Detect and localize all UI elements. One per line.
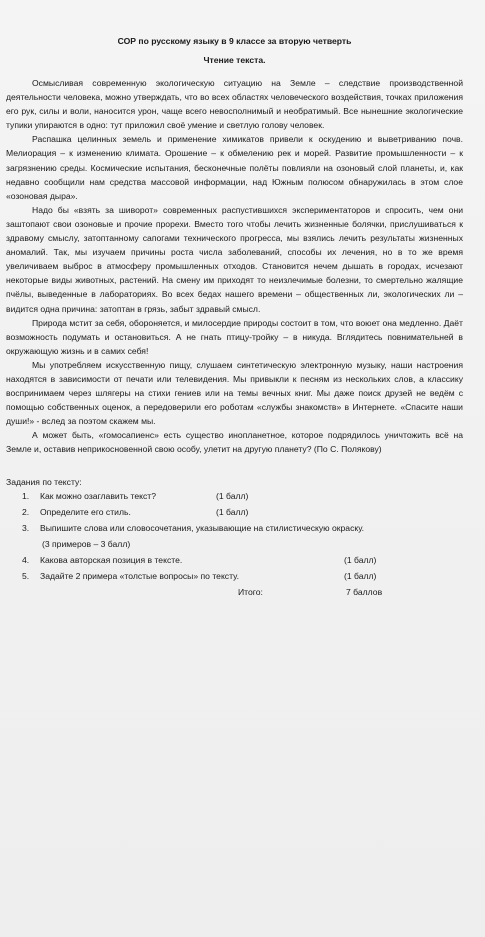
- total-row: [6, 585, 463, 601]
- text-paragraph-1: Осмысливая современную экологическую ситуацию на Земле – следствие производственной деятельности человека, можно утверждать, что во всех областях человеческого воздействия, точках приложения его рук, силы и воли, наносится урон, чаще всего невосполнимый и необратимый. Все нынешние экологические тупики упираются в одно: тут приложил своё умение и светлую голову человек.: [6, 78, 463, 131]
- task-points: (1 балл): [216, 490, 249, 501]
- task-number: 2.: [22, 506, 30, 517]
- task-item-2: [6, 505, 463, 521]
- task-item-1: [6, 489, 463, 505]
- task-text: Определите его стиль.: [40, 506, 131, 517]
- text-paragraph-3: Надо бы «взять за шиворот» современных распустившихся экспериментаторов и спросить, чем они заштопают свои озоновые и прочие прорехи. Вместо того чтобы лечить жизненные болячки, прислушиваться к здравому смыслу, затоптанному сапогами технического прогресса, мы взялись лечить результаты жизненных аномалий. Так, мы изучаем причины роста числа заболеваний, способы их лечения, но в то же время увеличиваем выброс в атмосферу промышленных отходов. Становится нечем дышать в городах, исчезают некоторые виды животных, растений. На смену им приходят то неизлечимые болезни, то смертельно жалящие пчёлы, выведенные в лабораториях. Во всех бедах нашего времени – общественных ли, экологических ли – видится одна причина: затоптан в грязь, забыт здравый смысл.: [6, 204, 463, 314]
- task-item-5: [6, 569, 463, 585]
- task-text: Какова авторская позиция в тексте.: [40, 554, 183, 565]
- document-subtitle: Чтение текста.: [203, 55, 266, 65]
- text-paragraph-6: А может быть, «гомосапиенс» есть существо инопланетное, которое подрядилось уничтожить всё на Земле и, оставив неприкосновенной свою особу, улетит на другую планету? (По С. Полякову): [6, 430, 463, 455]
- task-text: Выпишите слова или словосочетания, указывающие на стилистическую окраску.: [40, 522, 365, 533]
- tasks-section: [6, 475, 463, 601]
- text-paragraph-5: Мы употребляем искусственную пищу, слушаем синтетическую электронную музыку, наши настроения находятся в зависимости от печати или телевидения. Мы привыкли к песням из нескольких слов, а классику воспринимаем через шлягеры на стихи гениев или на темы вечных книг. Мы даже поиск друзей не ведём с помощью собственных оценок, а передоверили его роботам «службы знакомств» в Интернете. «Спасите наши души!» - вслед за поэтом скажем мы.: [6, 359, 463, 427]
- task-3-continuation: (3 примеров – 3 балл): [42, 538, 131, 549]
- task-number: 1.: [22, 490, 30, 501]
- task-number: 3.: [22, 522, 30, 533]
- tasks-heading: Задания по тексту:: [6, 476, 82, 487]
- total-value: 7 баллов: [346, 586, 383, 597]
- total-label: Итого:: [238, 586, 263, 597]
- task-text: Задайте 2 примера «толстые вопросы» по тексту.: [40, 570, 239, 581]
- text-paragraph-4: Природа мстит за себя, обороняется, и милосердие природы состоит в том, что воюет она медленно. Даёт возможность подумать и остановиться. А не гнать птицу-тройку – в никуда. Вглядитесь повнимательней в окружающую жизнь и в самих себя!: [6, 317, 463, 356]
- task-number: 5.: [22, 570, 30, 581]
- document-title: СОР по русскому языку в 9 классе за вторую четверть: [117, 36, 352, 46]
- task-number: 4.: [22, 554, 30, 565]
- task-points: (1 балл): [344, 554, 377, 565]
- task-item-4: [6, 553, 463, 569]
- task-points: (1 балл): [344, 570, 377, 581]
- task-item-3: [6, 521, 463, 537]
- text-paragraph-2: Распашка целинных земель и применение химикатов привели к оскудению и выветриванию почв. Мелиорация – к изменению климата. Орошение – к обмелению рек и морей. Развитие промышленности – к загрязнению среды. Космические испытания, бесконечные полёты повлияли на озоновый слой планеты, и, как недавно сообщили нам средства массовой информации, над Южным полюсом обнаружилась в этом слое «озоновая дыра».: [6, 134, 463, 201]
- task-points: (1 балл): [216, 506, 249, 517]
- task-text: Как можно озаглавить текст?: [40, 490, 156, 501]
